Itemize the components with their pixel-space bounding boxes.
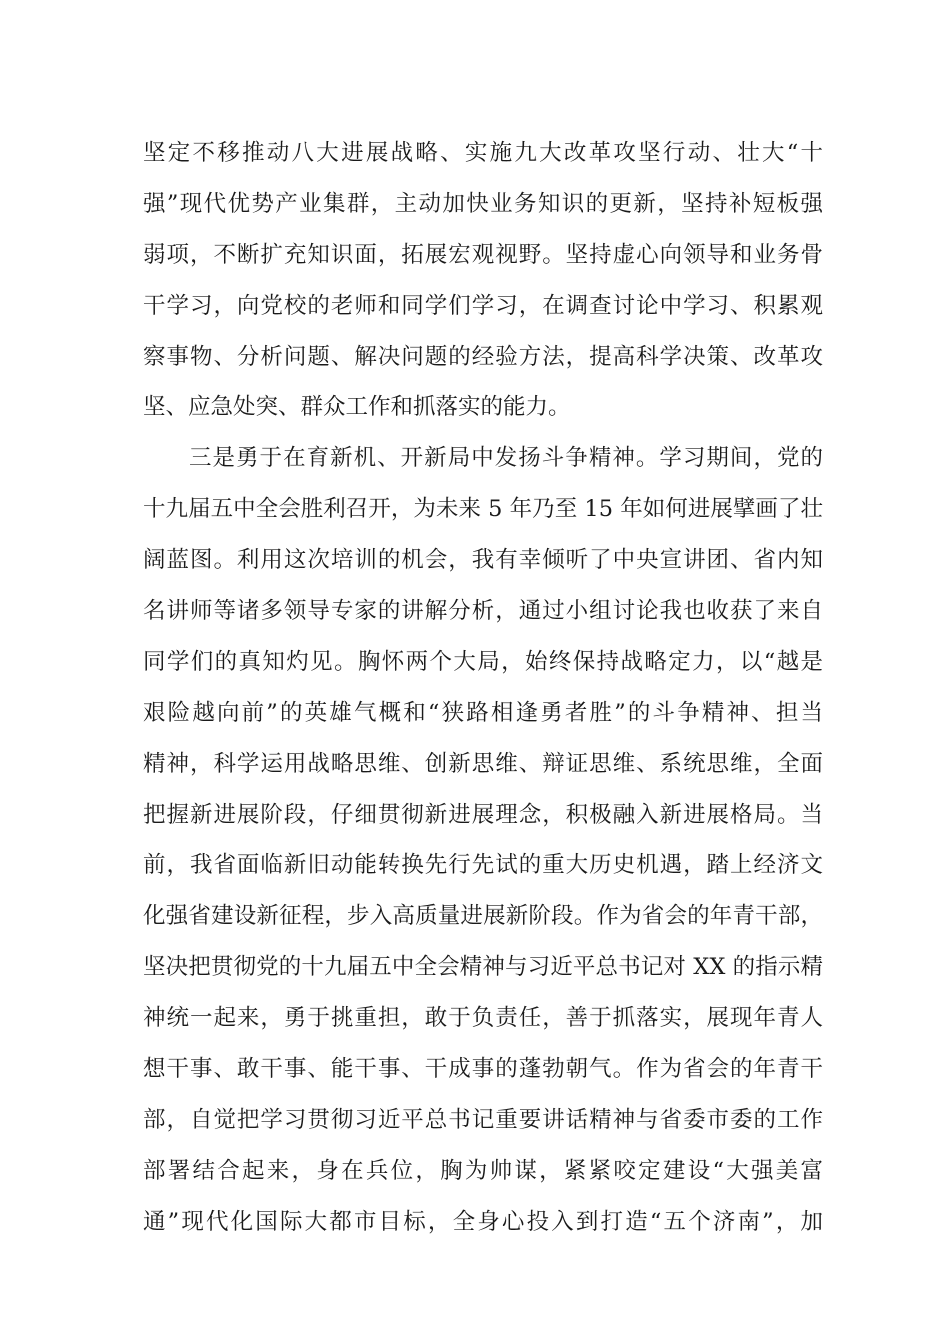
- text-line: 艰险越向前”的英雄气概和“狭路相逢勇者胜”的斗争精神、担当: [143, 699, 823, 726]
- text-line: 十九届五中全会胜利召开，为未来 5 年乃至 15 年如何进展擘画了壮: [143, 496, 823, 523]
- text-line: 弱项，不断扩充知识面，拓展宏观视野。坚持虚心向领导和业务骨: [143, 241, 823, 268]
- text-line: 把握新进展阶段，仔细贯彻新进展理念，积极融入新进展格局。当: [143, 801, 823, 828]
- text-line: 坚定不移推动八大进展战略、实施九大改革攻坚行动、壮大“十: [143, 140, 823, 166]
- text-line: 名讲师等诸多领导专家的讲解分析，通过小组讨论我也收获了来自: [143, 598, 823, 625]
- text-line: 察事物、分析问题、解决问题的经验方法，提高科学决策、改革攻: [143, 343, 823, 370]
- text-line: 强”现代优势产业集群，主动加快业务知识的更新，坚持补短板强: [143, 190, 823, 217]
- paragraph-end-line: 坚、应急处突、群众工作和抓落实的能力。: [143, 394, 571, 421]
- text-line: 阔蓝图。利用这次培训的机会，我有幸倾听了中央宣讲团、省内知: [143, 547, 823, 574]
- text-line: 部署结合起来，身在兵位，胸为帅谋，紧紧咬定建设“大强美富: [143, 1157, 823, 1184]
- text-line: 通”现代化国际大都市目标，全身心投入到打造“五个济南”，加: [143, 1208, 823, 1235]
- text-line: 想干事、敢干事、能干事、干成事的蓬勃朝气。作为省会的年青干: [143, 1056, 823, 1083]
- text-line: 化强省建设新征程，步入高质量进展新阶段。作为省会的年青干部，: [143, 903, 823, 930]
- text-line: 干学习，向党校的老师和同学们学习，在调查讨论中学习、积累观: [143, 292, 823, 319]
- body-text: [143, 128, 823, 1248]
- text-line: 神统一起来，勇于挑重担，敢于负责任，善于抓落实，展现年青人: [143, 1005, 823, 1032]
- text-line: 同学们的真知灼见。胸怀两个大局，始终保持战略定力，以“越是: [143, 648, 823, 675]
- text-line: 精神，科学运用战略思维、创新思维、辩证思维、系统思维，全面: [143, 750, 823, 777]
- text-line: 坚决把贯彻党的十九届五中全会精神与习近平总书记对 XX 的指示精: [143, 954, 823, 981]
- text-line: 部，自觉把学习贯彻习近平总书记重要讲话精神与省委市委的工作: [143, 1106, 823, 1133]
- paragraph-first-line: 三是勇于在育新机、开新局中发扬斗争精神。学习期间，党的: [189, 445, 823, 472]
- text-line: 前，我省面临新旧动能转换先行先试的重大历史机遇，踏上经济文: [143, 852, 823, 879]
